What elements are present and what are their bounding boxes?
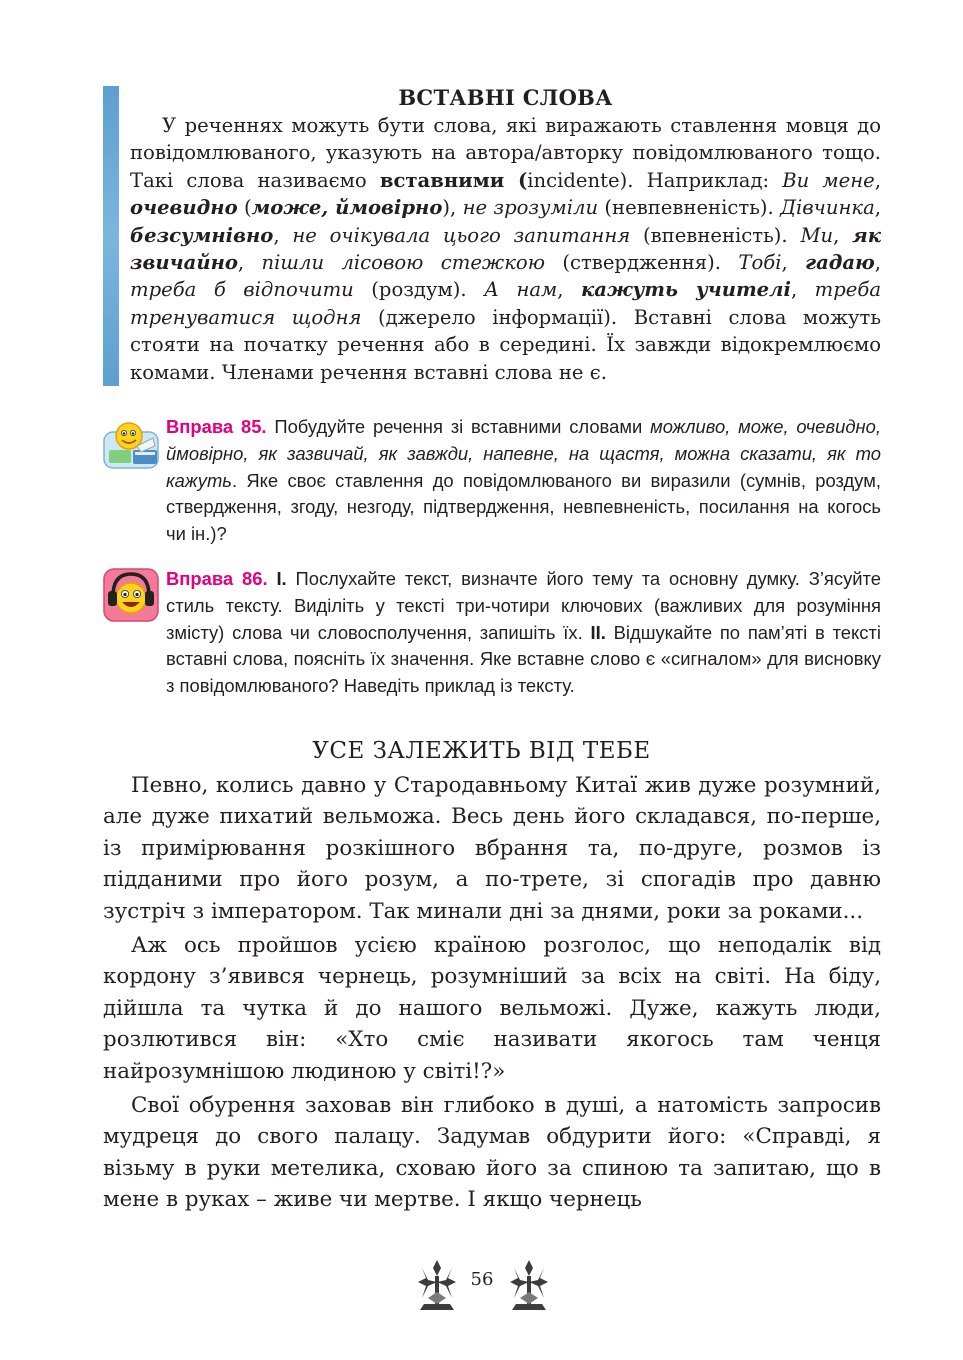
story-paragraph-1: Певно, колись давно у Стародавньому Китаї жив дуже розумний, але дуже пихатий вельможа. Весь день його складався, по-перше, із примірювання розкішного вбрання та, по-друге, розмов із підданими про його розум, а по-трете, зі спогадів про давню зустріч з імператором. Так минали дні за днями, роки за роками... [103, 773, 881, 924]
rule-box [103, 86, 881, 386]
page-footer [0, 1258, 963, 1318]
exercise-86-label: Вправа 86. [166, 568, 268, 589]
headphones-smiley-icon [103, 568, 159, 622]
folk-ornament-icon [506, 1258, 552, 1316]
exercise-85-label: Вправа 85. [166, 416, 267, 437]
exercise-85-text: Вправа 85. Побудуйте речення зі вставними словами можливо, може, очевидно, ймовірно, як зазвичай, як завжди, напевне, на щастя, можна сказати, як то кажуть. Яке своє ставлення до повідомлюваного ви виразили (сумнів, роздум, ствердження, згоду, незгоду, підтвердження, невпевненість, посилання на когось чи ін.)? [166, 416, 881, 545]
rule-accent-bar [103, 86, 119, 386]
exercise-86 [103, 566, 881, 730]
rule-content [130, 86, 881, 386]
story-body [103, 770, 881, 1219]
exercise-85 [103, 414, 881, 548]
story-paragraph-3: Свої обурення заховав він глибоко в душі, а натомість запросив мудреця до свого палацу. Задумав обдурити його: «Справді, я візьму в руки метелика, сховаю його за спиною та запитаю, що в мене в руках – живе чи мертве. І якщо чернець [103, 1093, 881, 1213]
rule-text: У реченнях можуть бути слова, які виражають ставлення мовця до повідомлюваного, указують на автора/авторку повідомлюваного тощо. Такі слова називаємо вставними (incidente). Наприклад: Ви мене, очевидно (може, ймовірно), не зрозуміли (невпевненість). Дівчинка, безсумнівно, не очікувала цього запитання (впевненість). Ми, як звичайно, пішли лісовою стежкою (ствердження). Тобі, гадаю, треба б відпочити (роздум). А нам, кажуть учителі, треба тренуватися щодня (джерело інформації). Вставні слова можуть стояти на початку речення або в середині. Їх завжди відокремлюємо комами. Членами речення вставні слова не є. [130, 114, 882, 384]
exercise-86-text: Вправа 86. І. Послухайте текст, визначте його тему та основну думку. З’ясуйте стиль тексту. Виділіть у тексті три-чотири ключових (важливих для розуміння змісту) слова чи словосполучення, запишіть їх. ІІ. Відшукайте по пам’яті в тексті вставні слова, поясніть їх значення. Яке вставне слово є «сигналом» для висновку з повідомлюваного? Наведіть приклад із тексту. [166, 568, 881, 697]
folk-ornament-icon [414, 1258, 460, 1316]
story-paragraph-2: Аж ось пройшов усією країною розголос, що неподалік від кордону з’явився чернець, розумніший за всіх на світі. На біду, дійшла та чутка й до нашого вельможі. Дуже, кажуть люди, розлютився він: «Хто сміє називати якогось там ченця найрозумнішою людиною у світі!?» [103, 933, 881, 1084]
page-number: 56 [470, 1269, 494, 1290]
story-title: УСЕ ЗАЛЕЖИТЬ ВІД ТЕБЕ [312, 738, 651, 764]
rule-title: ВСТАВНІ СЛОВА [398, 85, 613, 110]
reading-smiley-icon [103, 416, 159, 470]
